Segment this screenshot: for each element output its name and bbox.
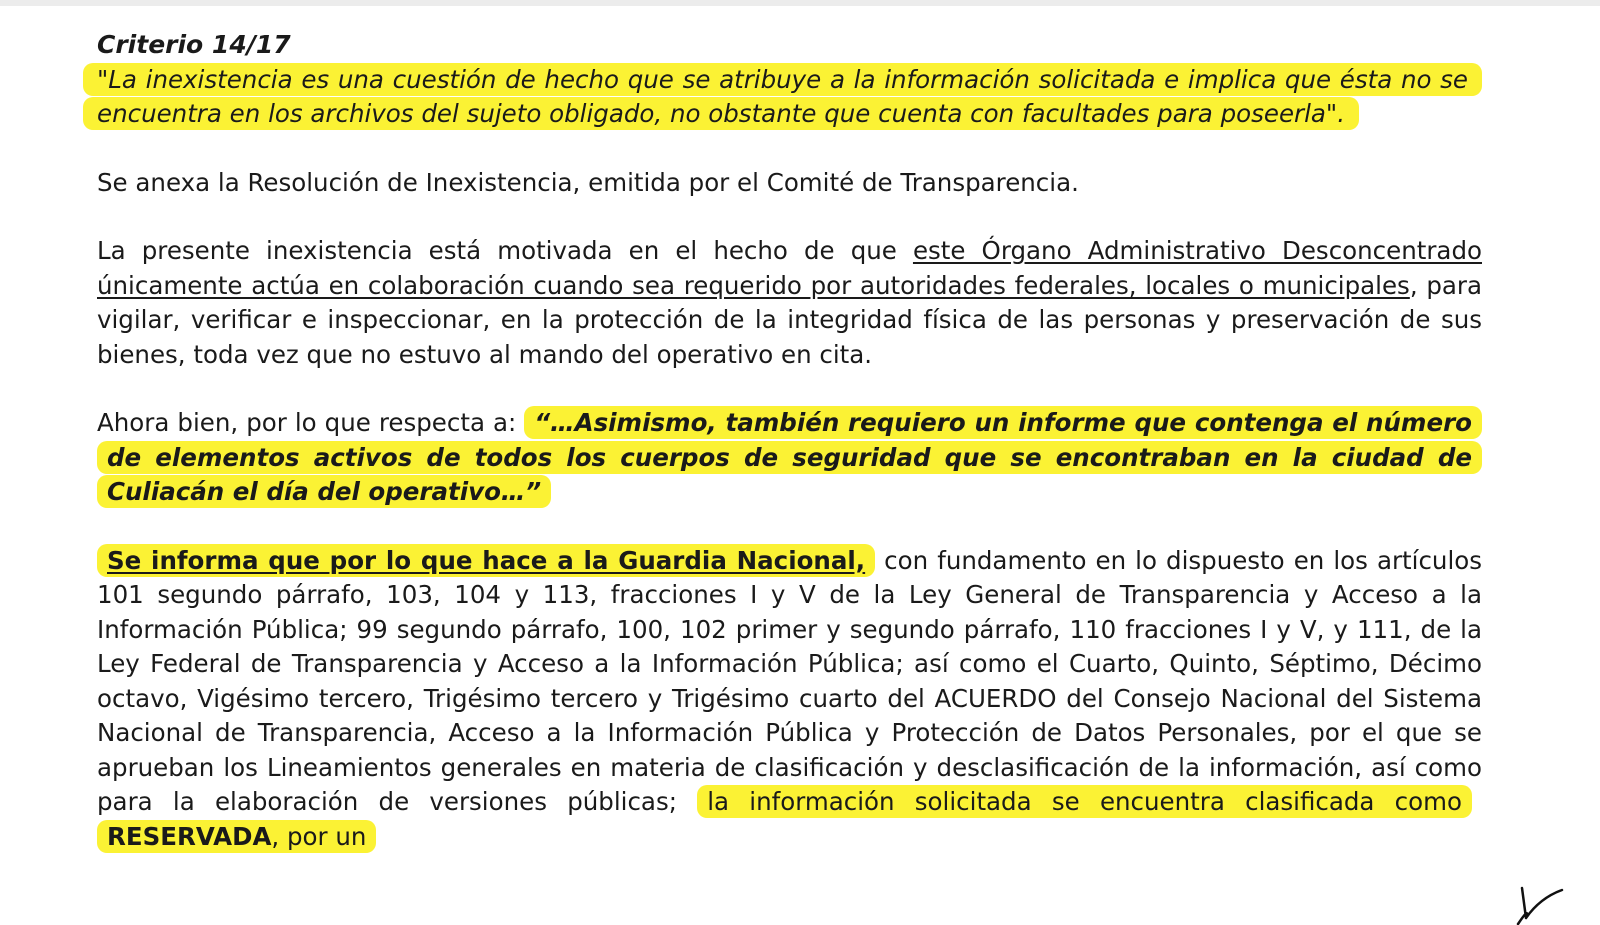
response-highlight-start: la información solicitada se encuentra clasificada como (707, 787, 1462, 816)
response-body: con fundamento en lo dispuesto en los artículos 101 segundo párrafo, 103, 104 y 113, fracciones I y V de la Ley General de Transparencia y Acceso a la Información Pública; 99 segundo párrafo, 100, 102 primer y segundo párrafo, 110 fracciones I y V, y 111, de la Ley Federal de Transparencia y Acceso a la Información Pública; así como el Cuarto, Quinto, Séptimo, Décimo octavo, Vigésimo tercero, Trigésimo tercero y Trigésimo cuarto del ACUERDO del Consejo Nacional del Sistema Nacional de Transparencia, Acceso a la Información Pública y Protección de Datos Personales, por el que se aprueban los Lineamientos generales en materia de clasificación y desclasificación de la información, así como para la elaboración de versiones públicas; (97, 545, 1482, 816)
motivation-underlined: este Órgano Administrativo Desconcentrado únicamente actúa en colaboración cuando sea requerido por autoridades federales, locales o municipales (97, 236, 1482, 300)
classification-label: RESERVADA (107, 821, 272, 851)
motivation-paragraph (97, 234, 1482, 372)
criterion-title: Criterio 14/17 (97, 30, 291, 59)
criterion-quote (97, 63, 1482, 132)
request-quote: “…Asimismo, también requiero un informe que contenga el número de elementos activos de todos los cuerpos de seguridad que se encontraban en la ciudad de Culiacán el día del operativo…” (97, 406, 1482, 508)
motivation-rest: , para vigilar, verificar e inspeccionar, en la protección de la integridad física de las personas y preservación de sus bienes, toda vez que no estuvo al mando del operativo en cita. (97, 270, 1482, 369)
criterion-quote-text: "La inexistencia es una cuestión de hecho que se atribuye a la información solicitada e implica que ésta no se encuentra en los archivos del sujeto obligado, no obstante que cuenta con facultades para poseerla". (83, 63, 1482, 131)
response-paragraph (97, 544, 1482, 855)
request-paragraph (97, 406, 1482, 510)
request-lead: Ahora bien, por lo que respecta a: (97, 408, 525, 437)
annex-paragraph: Se anexa la Resolución de Inexistencia, emitida por el Comité de Transparencia. (97, 167, 1079, 197)
response-tail: , por un (271, 821, 367, 851)
signature-mark (1500, 848, 1570, 925)
motivation-lead: La presente inexistencia está motivada en el hecho de que (97, 236, 913, 265)
response-lead: Se informa que por lo que hace a la Guardia Nacional, (97, 544, 875, 577)
document-page (97, 28, 1482, 854)
page-top-edge (0, 0, 1600, 6)
